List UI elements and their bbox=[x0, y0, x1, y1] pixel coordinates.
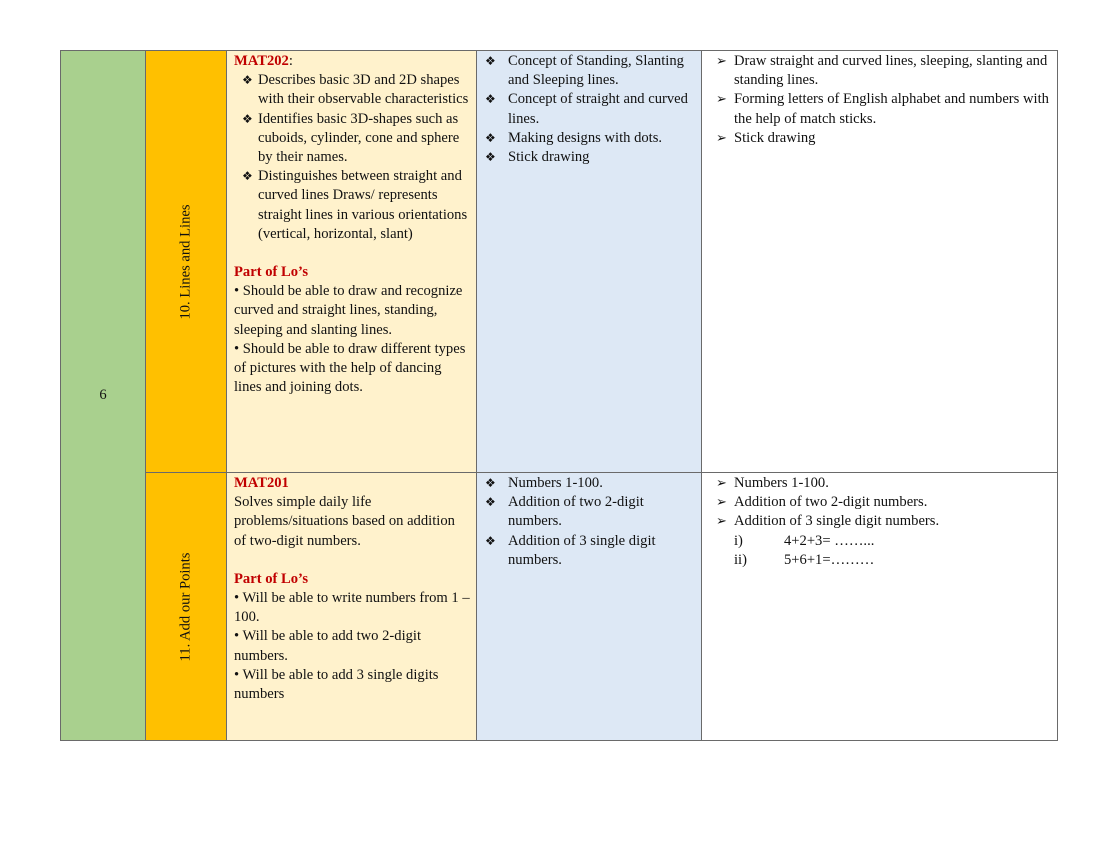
example-line bbox=[716, 551, 1053, 570]
outcome-item: ❖ Identifies basic 3D-shapes such as cuboids, cylinder, cone and sphere by their names. bbox=[234, 110, 470, 168]
concepts-cell bbox=[477, 51, 702, 473]
concept-item: ❖ Concept of straight and curved lines. bbox=[483, 90, 697, 128]
activity-item: ➢ Addition of 3 single digit numbers. bbox=[716, 512, 1053, 531]
part-of-los-item: • Should be able to draw and recognize curved and straight lines, standing, sleeping and slanting lines. bbox=[234, 283, 463, 338]
concept-list bbox=[483, 52, 697, 167]
outcome-code: MAT201 bbox=[234, 475, 289, 491]
unit-cell-lines bbox=[146, 51, 227, 473]
activities-cell bbox=[702, 51, 1057, 473]
example-number: i) bbox=[734, 532, 743, 549]
concepts-cell bbox=[477, 473, 702, 740]
example-text: 4+2+3= ……... bbox=[784, 532, 875, 549]
example-line bbox=[716, 532, 1053, 551]
outcome-code: MAT202 bbox=[234, 53, 289, 69]
outcome-list bbox=[234, 71, 470, 244]
concept-item: ❖ Addition of two 2-digit numbers. bbox=[483, 493, 697, 531]
activity-item: ➢ Stick drawing bbox=[716, 129, 1053, 148]
unit-cell-add bbox=[146, 473, 227, 740]
example-text: 5+6+1=……… bbox=[784, 551, 875, 568]
activity-item: ➢ Numbers 1-100. bbox=[716, 474, 1053, 493]
week-number: 6 bbox=[99, 387, 107, 403]
activity-item: ➢ Draw straight and curved lines, sleeping, slanting and standing lines. bbox=[716, 52, 1053, 90]
part-of-los-item: • Will be able to write numbers from 1 – 100. bbox=[234, 590, 470, 626]
example-number: ii) bbox=[734, 551, 747, 568]
outcome-description: Solves simple daily life problems/situations based on addition of two-digit numbers. bbox=[234, 494, 455, 549]
concept-list bbox=[483, 474, 697, 570]
outcome-code-suffix: : bbox=[288, 53, 293, 69]
concept-item: ❖ Addition of 3 single digit numbers. bbox=[483, 532, 697, 570]
outcome-item: ❖ Describes basic 3D and 2D shapes with their observable characteristics bbox=[234, 71, 470, 109]
part-of-los-item: • Should be able to draw different types of pictures with the help of dancing lines and joining dots. bbox=[234, 340, 466, 396]
activity-list bbox=[716, 52, 1053, 148]
part-of-los-heading: Part of Lo’s bbox=[234, 570, 309, 587]
concept-item: ❖ Making designs with dots. bbox=[483, 129, 697, 148]
curriculum-table bbox=[60, 50, 1058, 741]
activities-cell bbox=[702, 473, 1057, 740]
activity-item: ➢ Forming letters of English alphabet and numbers with the help of match sticks. bbox=[716, 90, 1053, 128]
learning-outcomes-cell bbox=[227, 51, 477, 473]
unit-title: 10. Lines and Lines bbox=[177, 203, 194, 320]
outcome-code-line bbox=[234, 52, 470, 71]
part-of-los-heading: Part of Lo’s bbox=[234, 264, 309, 281]
part-of-los-item: • Will be able to add two 2-digit numbers. bbox=[234, 628, 422, 664]
concept-item: ❖ Stick drawing bbox=[483, 148, 697, 167]
activity-list bbox=[716, 474, 1053, 532]
unit-title: 11. Add our Points bbox=[177, 552, 194, 661]
part-of-los-item: • Will be able to add 3 single digits numbers bbox=[234, 666, 439, 703]
concept-item: ❖ Concept of Standing, Slanting and Sleeping lines. bbox=[483, 52, 697, 90]
learning-outcomes-cell bbox=[227, 473, 477, 740]
outcome-item: ❖ Distinguishes between straight and curved lines Draws/ represents straight lines in various orientations (vertical, horizontal, slant) bbox=[234, 167, 470, 244]
activity-item: ➢ Addition of two 2-digit numbers. bbox=[716, 493, 1053, 512]
week-cell bbox=[61, 51, 146, 740]
concept-item: ❖ Numbers 1-100. bbox=[483, 474, 697, 493]
